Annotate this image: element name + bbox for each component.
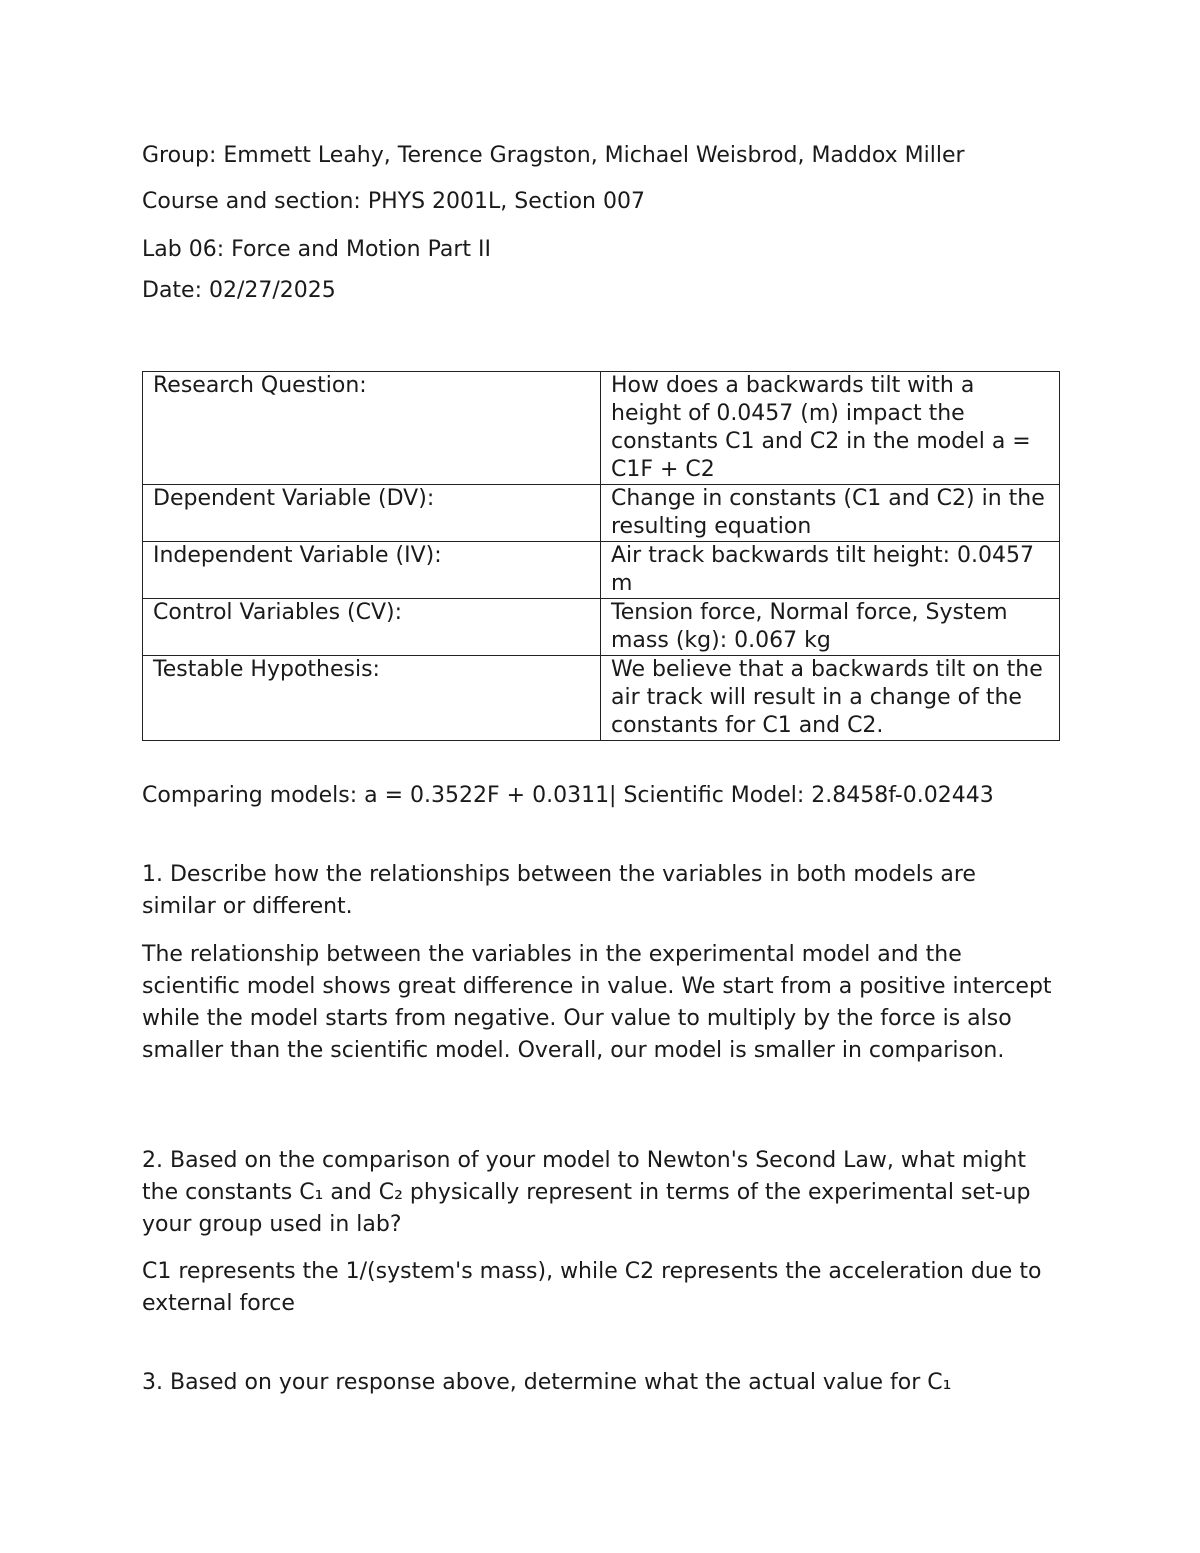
row-value: Tension force, Normal force, System mass (kg): 0.067 kg bbox=[601, 599, 1060, 656]
comparing-models: Comparing models: a = 0.3522F + 0.0311| Scientific Model: 2.8458f-0.02443 bbox=[142, 783, 994, 808]
group-line: Group: Emmett Leahy, Terence Gragston, Michael Weisbrod, Maddox Miller bbox=[142, 143, 965, 168]
row-label: Independent Variable (IV): bbox=[143, 542, 601, 599]
row-label: Testable Hypothesis: bbox=[143, 656, 601, 741]
table-row bbox=[143, 599, 1060, 656]
row-value: We believe that a backwards tilt on the air track will result in a change of the constants for C1 and C2. bbox=[601, 656, 1060, 741]
row-label: Control Variables (CV): bbox=[143, 599, 601, 656]
date-line: Date: 02/27/2025 bbox=[142, 278, 336, 303]
table-row bbox=[143, 542, 1060, 599]
research-table bbox=[142, 371, 1060, 741]
table-row bbox=[143, 372, 1060, 485]
question-1: 1. Describe how the relationships between the variables in both models are similar or different. bbox=[142, 862, 976, 919]
answer-2: C1 represents the 1/(system's mass), while C2 represents the acceleration due to external force bbox=[142, 1259, 1042, 1316]
row-label: Dependent Variable (DV): bbox=[143, 485, 601, 542]
row-value: How does a backwards tilt with a height of 0.0457 (m) impact the constants C1 and C2 in the model a = C1F + C2 bbox=[601, 372, 1060, 485]
lab-title: Lab 06: Force and Motion Part II bbox=[142, 237, 491, 262]
course-line: Course and section: PHYS 2001L, Section 007 bbox=[142, 189, 645, 214]
table-row bbox=[143, 656, 1060, 741]
row-label: Research Question: bbox=[143, 372, 601, 485]
table-row bbox=[143, 485, 1060, 542]
row-value: Air track backwards tilt height: 0.0457 m bbox=[601, 542, 1060, 599]
answer-1: The relationship between the variables in the experimental model and the scientific model shows great difference in value. We start from a positive intercept while the model starts from negative. Our value to multiply by the force is also smaller than the scientific model. Overall, our model is smaller in comparison. bbox=[142, 942, 1052, 1063]
row-value: Change in constants (C1 and C2) in the resulting equation bbox=[601, 485, 1060, 542]
question-3: 3. Based on your response above, determine what the actual value for C₁ bbox=[142, 1370, 952, 1395]
question-2: 2. Based on the comparison of your model to Newton's Second Law, what might the constants C₁ and C₂ physically represent in terms of the experimental set-up your group used in lab? bbox=[142, 1148, 1031, 1237]
